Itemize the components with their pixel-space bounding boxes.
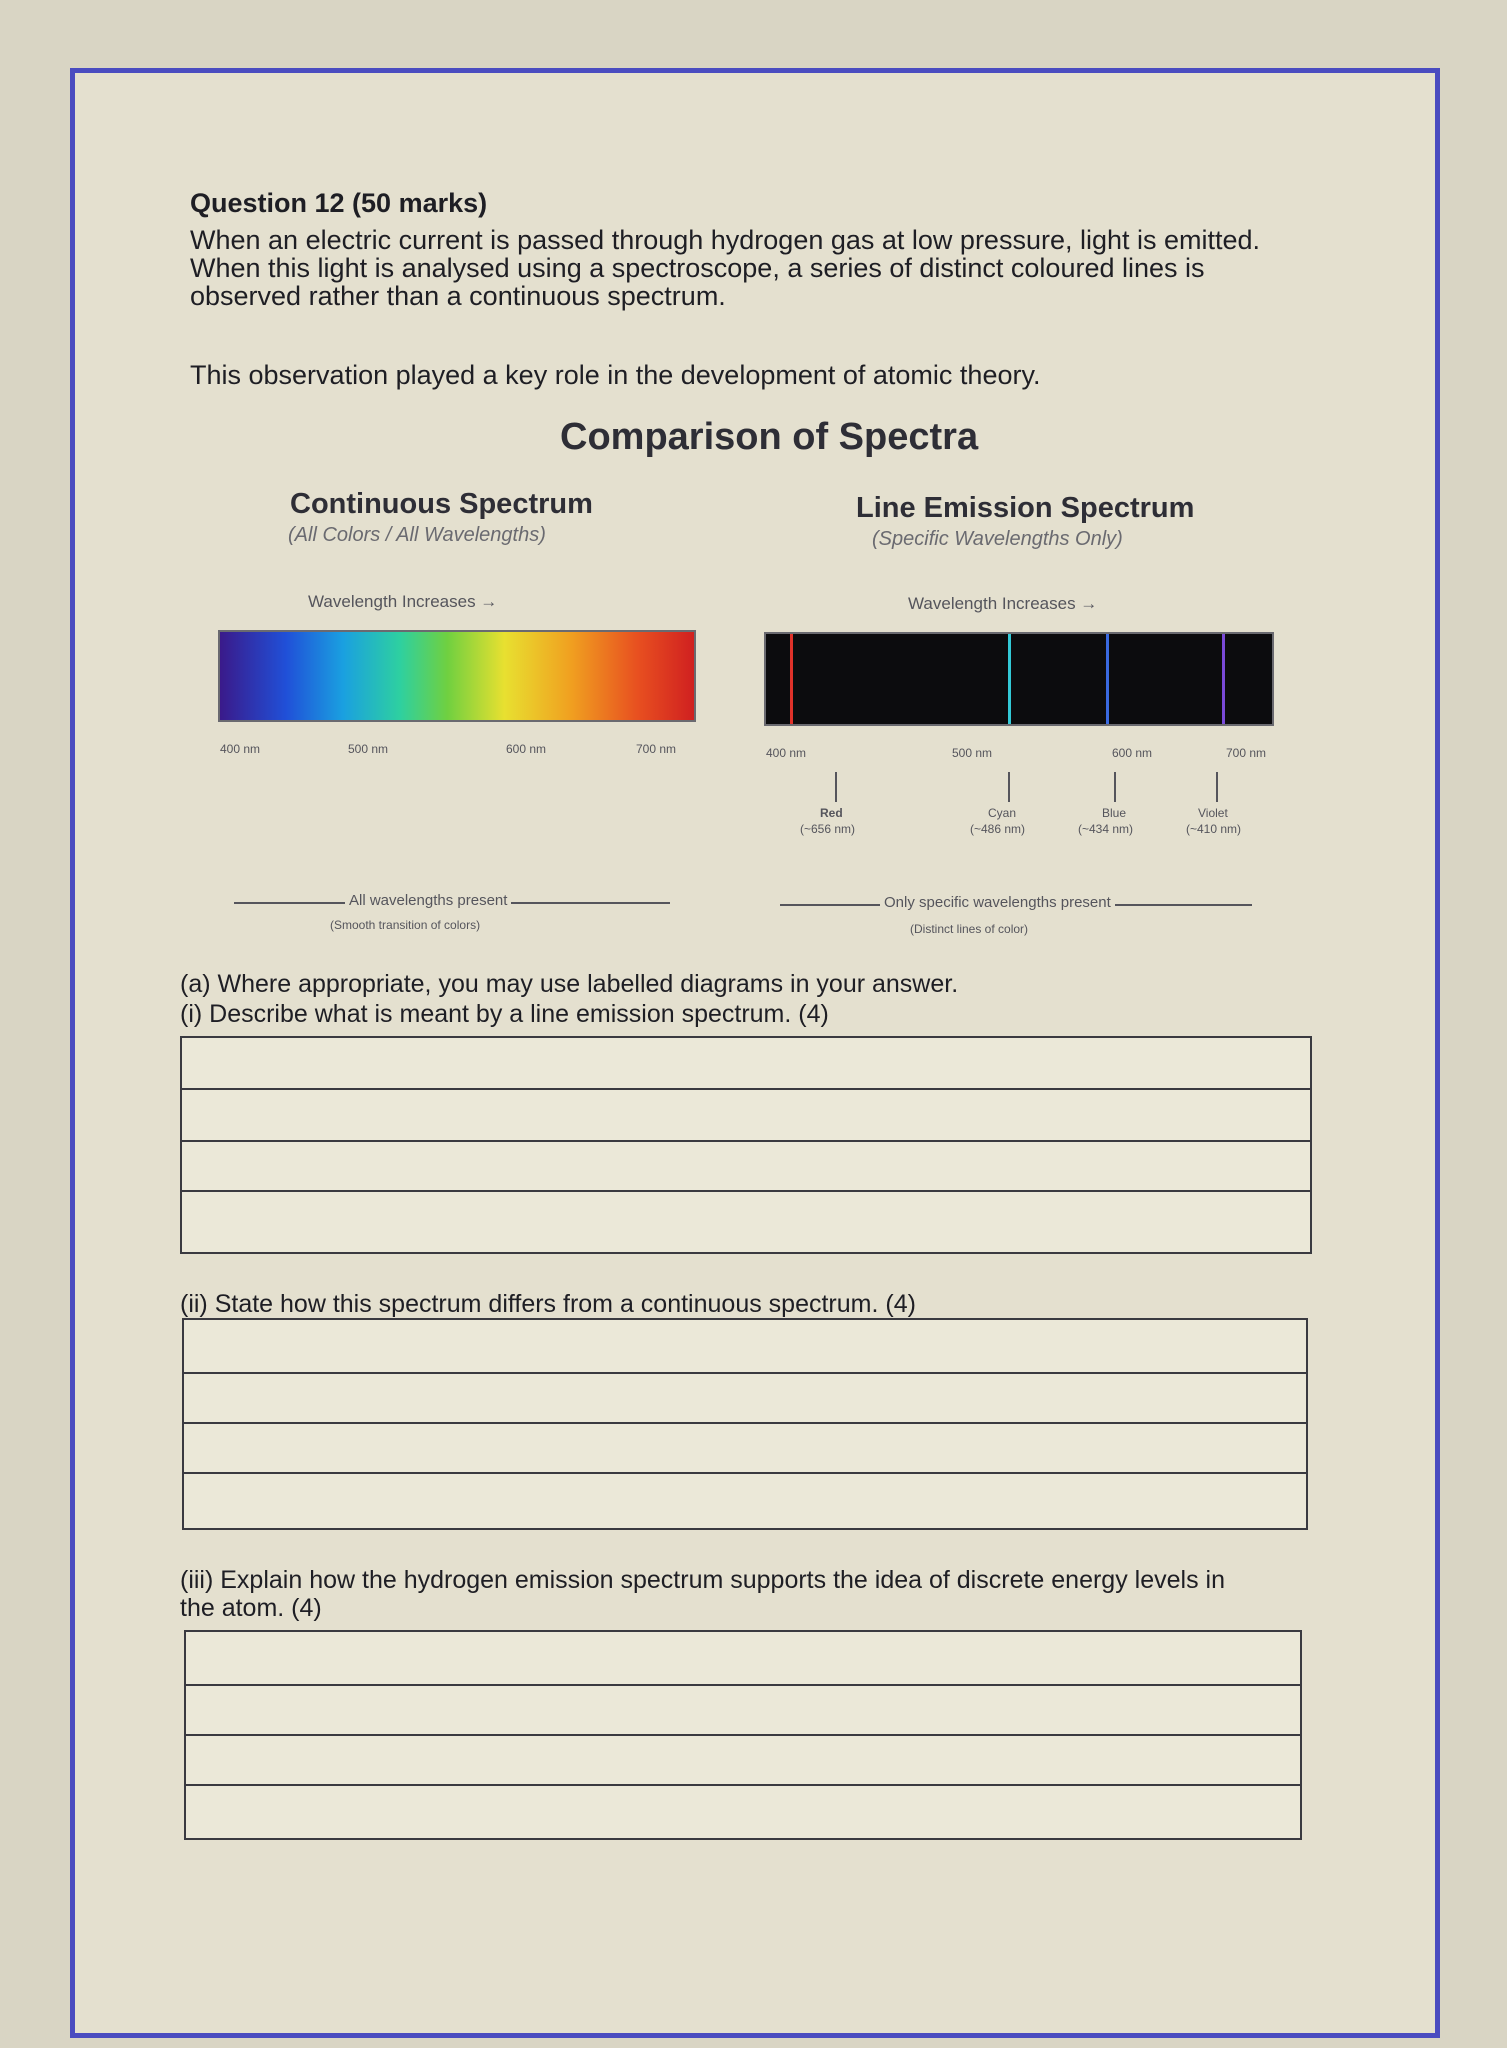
part-i-question: (i) Describe what is meant by a line emission spectrum. (4) — [180, 1000, 829, 1028]
arrow-red — [835, 772, 837, 802]
part-ii-question: (ii) State how this spectrum differs from a continuous spectrum. (4) — [180, 1290, 916, 1318]
label-blue: Blue — [1102, 806, 1127, 820]
line-range-sub: (Distinct lines of color) — [910, 922, 1029, 936]
spectral-line-violet — [1222, 634, 1225, 724]
question-title: Question 12 (50 marks) — [190, 188, 488, 218]
line-range-label: Only specific wavelengths present — [880, 894, 1115, 911]
line-tick-700: 700 nm — [1226, 746, 1267, 760]
label-blue-wl: (~434 nm) — [1078, 822, 1134, 836]
spectral-line-cyan — [1008, 634, 1011, 724]
answer-box-i[interactable] — [180, 1036, 1312, 1254]
line-subtitle: (Specific Wavelengths Only) — [872, 528, 1123, 550]
answer-box-ii[interactable] — [182, 1318, 1308, 1530]
line-tick-600: 600 nm — [1112, 746, 1153, 760]
answer-line — [186, 1684, 1300, 1686]
line-tick-400: 400 nm — [766, 746, 807, 760]
label-cyan: Cyan — [988, 806, 1017, 820]
spectral-line-blue — [1106, 634, 1109, 724]
line-tick-500: 500 nm — [952, 746, 993, 760]
answer-line — [182, 1088, 1310, 1090]
line-arrow-label: Wavelength Increases → — [908, 594, 1098, 613]
answer-line — [182, 1190, 1310, 1192]
label-cyan-wl: (~486 nm) — [970, 822, 1026, 836]
answer-line — [182, 1140, 1310, 1142]
continuous-tick-400: 400 nm — [220, 742, 261, 756]
arrow-blue — [1114, 772, 1116, 802]
answer-line — [184, 1372, 1306, 1374]
continuous-subtitle: (All Colors / All Wavelengths) — [288, 524, 546, 546]
label-red-wl: (~656 nm) — [800, 822, 856, 836]
diagram-title: Comparison of Spectra — [560, 416, 979, 458]
answer-line — [186, 1734, 1300, 1736]
arrow-cyan — [1008, 772, 1010, 802]
continuous-arrow-label: Wavelength Increases → — [308, 592, 498, 611]
continuous-range-label: All wavelengths present — [345, 892, 511, 909]
answer-line — [184, 1422, 1306, 1424]
answer-box-iii[interactable] — [184, 1630, 1302, 1840]
continuous-tick-700: 700 nm — [636, 742, 677, 756]
part-a-intro: (a) Where appropriate, you may use labelled diagrams in your answer. — [180, 970, 959, 998]
continuous-tick-500: 500 nm — [348, 742, 389, 756]
question-observation: This observation played a key role in the development of atomic theory. — [190, 360, 1041, 390]
continuous-tick-600: 600 nm — [506, 742, 547, 756]
continuous-range-sub: (Smooth transition of colors) — [330, 918, 481, 932]
part-iii-question: (iii) Explain how the hydrogen emission spectrum supports the idea of discrete energy levels in the atom. (4) — [180, 1566, 1225, 1622]
spectral-line-red — [790, 634, 793, 724]
continuous-spectrum-bar — [218, 630, 696, 722]
question-intro: When an electric current is passed through hydrogen gas at low pressure, light is emitted. When this light is analysed using a spectroscope, a series of distinct coloured lines is observed rather than a continuous spectrum. — [190, 225, 1261, 311]
label-red: Red — [820, 806, 843, 820]
answer-line — [186, 1784, 1300, 1786]
arrow-violet — [1216, 772, 1218, 802]
label-violet-wl: (~410 nm) — [1186, 822, 1242, 836]
continuous-title: Continuous Spectrum — [290, 488, 593, 520]
line-spectrum-bar — [764, 632, 1274, 726]
line-title: Line Emission Spectrum — [856, 492, 1195, 524]
label-violet: Violet — [1198, 806, 1228, 820]
answer-line — [184, 1472, 1306, 1474]
